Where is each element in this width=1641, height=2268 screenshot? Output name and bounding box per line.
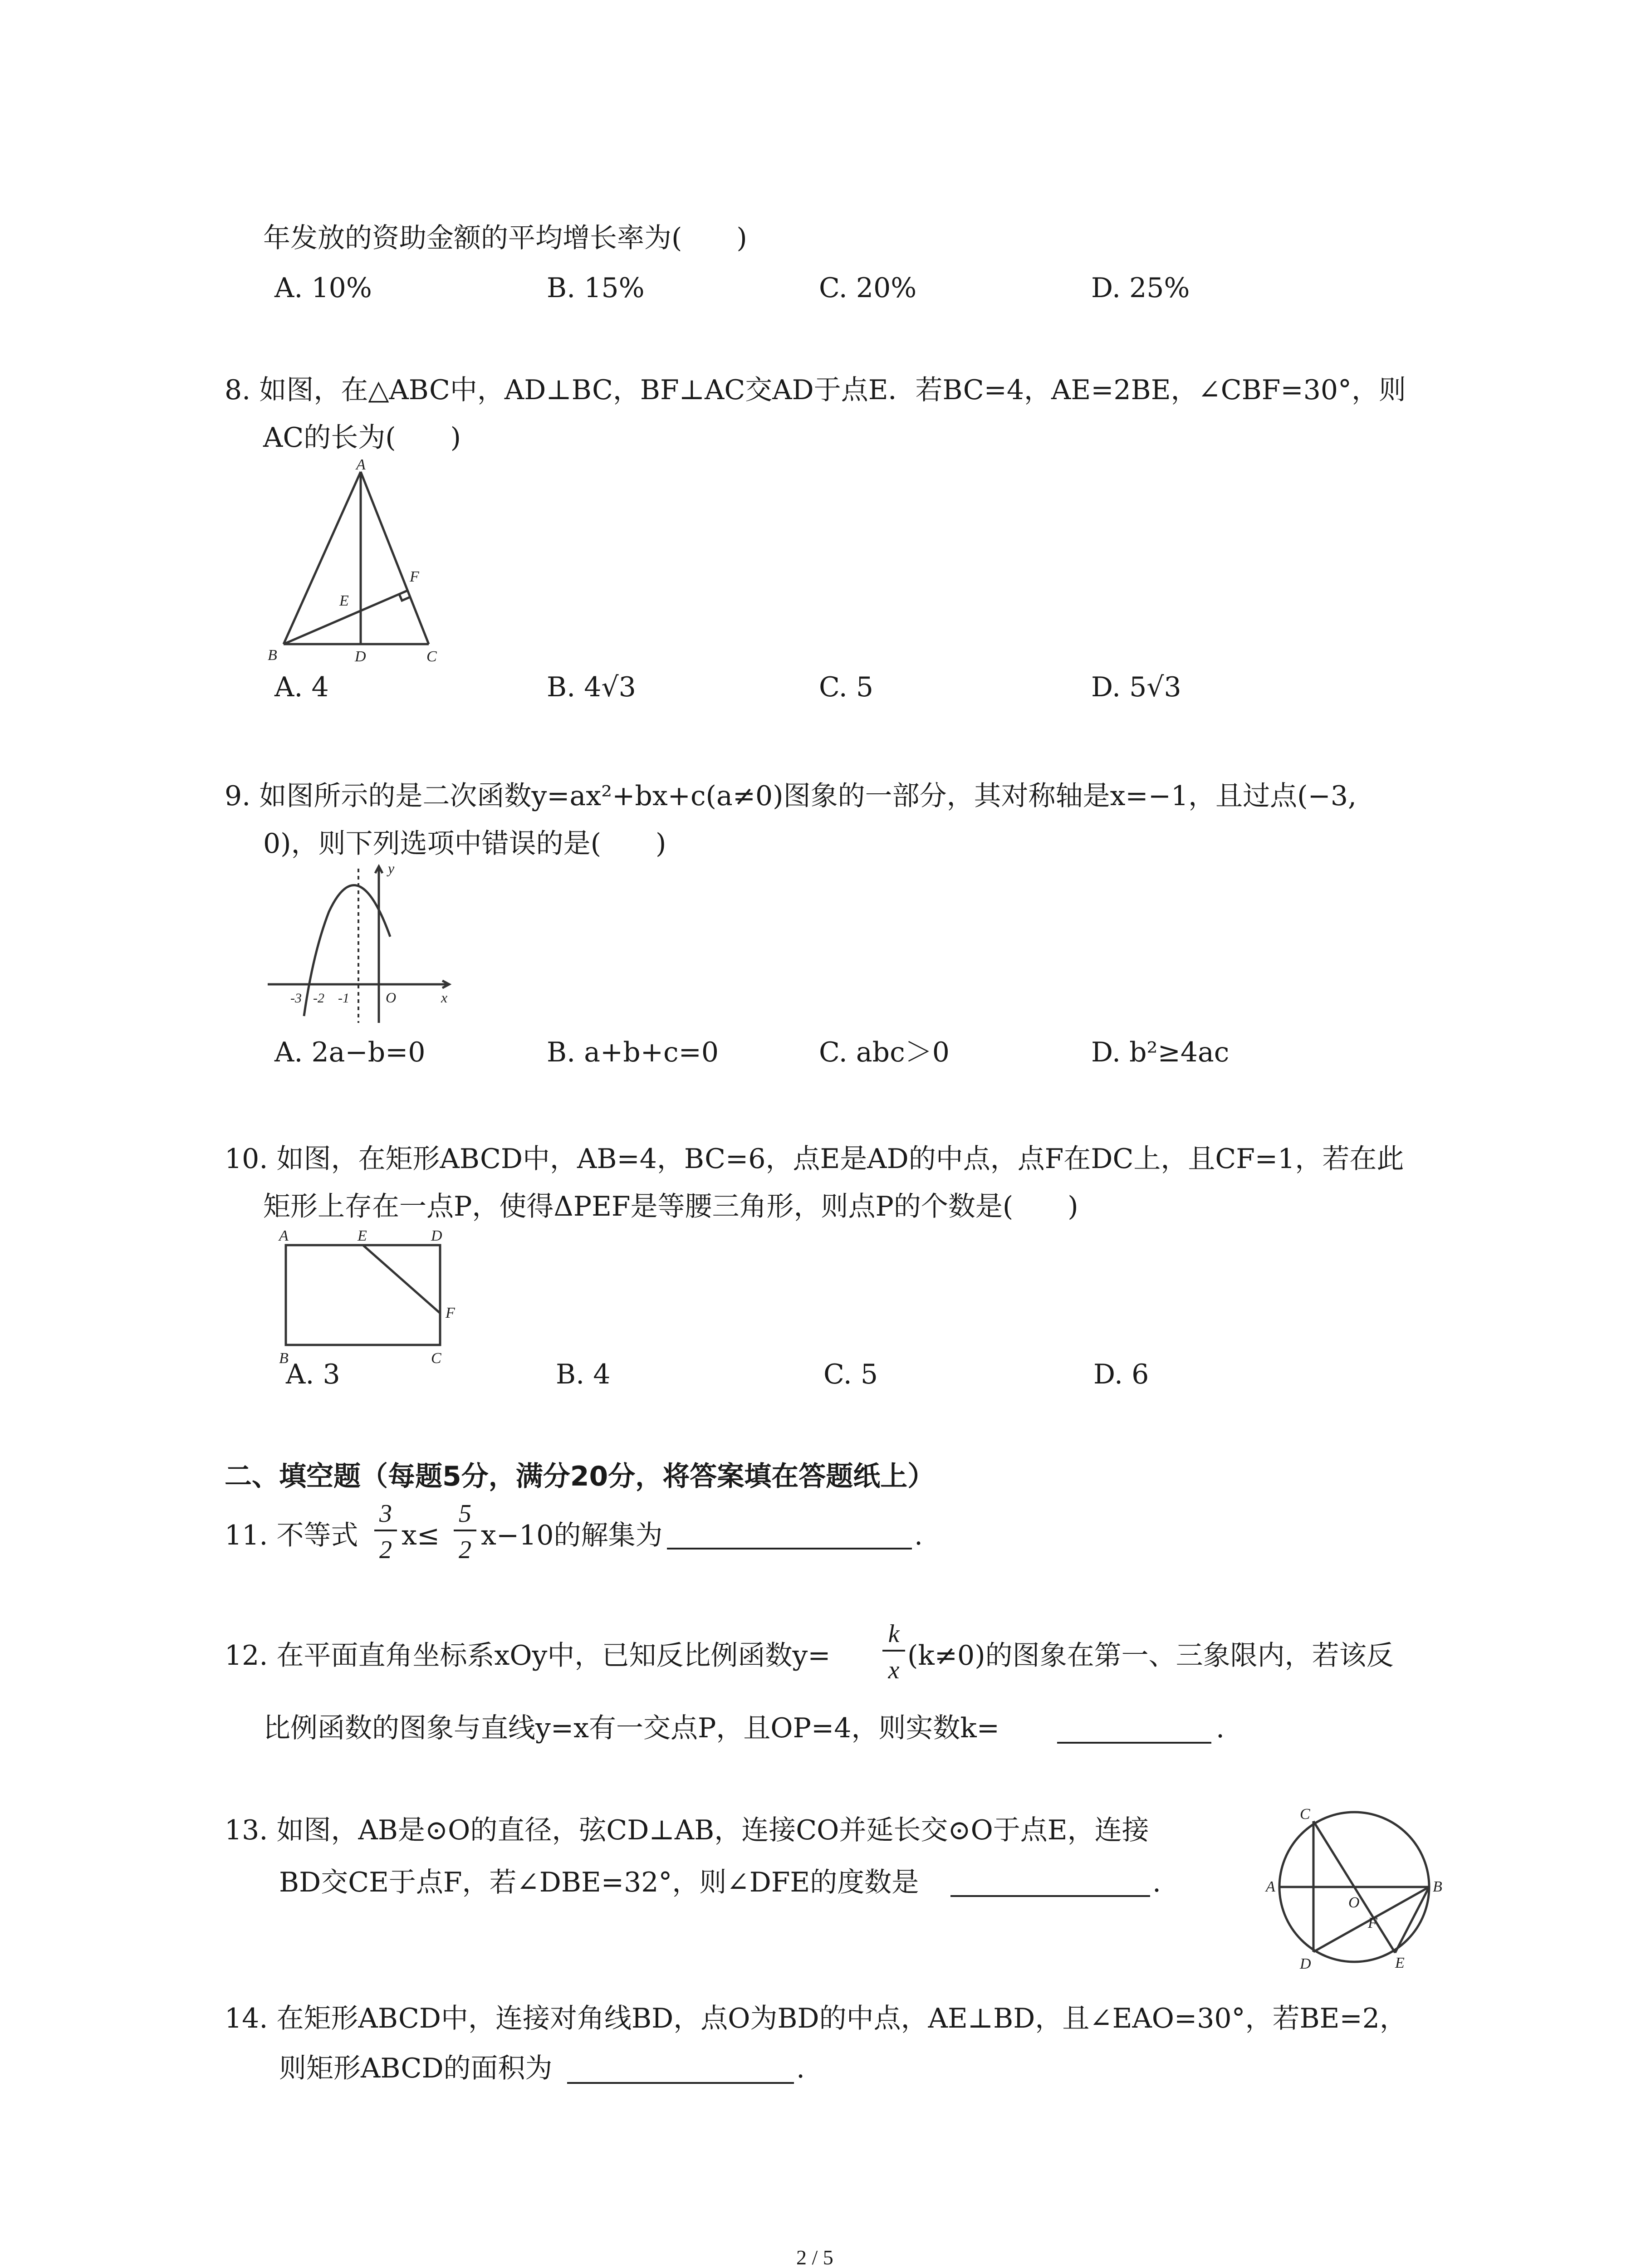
q12-suffix: (k≠0)的图象在第一、三象限内，若该反 bbox=[907, 1640, 1394, 1672]
q11-frac2-num: 5 bbox=[459, 1500, 471, 1528]
q10-option-c: C. 5 bbox=[823, 1359, 878, 1390]
q9-line1: 9. 如图所示的是二次函数y=ax²+bx+c(a≠0)图象的一部分，其对称轴是x=−1，且过点(−3, bbox=[225, 780, 1357, 812]
right-angle-mark bbox=[399, 594, 409, 601]
q12-frac-bar bbox=[882, 1650, 905, 1652]
label-d: D bbox=[1300, 1955, 1311, 1972]
q11-prefix: 11. 不等式 bbox=[225, 1520, 358, 1551]
label-f: F bbox=[446, 1305, 455, 1321]
q11-end: . bbox=[914, 1520, 923, 1551]
q11-answer-blank[interactable] bbox=[667, 1548, 912, 1549]
label-y: y bbox=[388, 860, 395, 876]
label-a: A bbox=[279, 1227, 289, 1244]
q13-line1: 13. 如图，AB是⊙O的直径，弦CD⊥AB，连接CO并延长交⊙O于点E，连接 bbox=[225, 1814, 1149, 1846]
q14-end: . bbox=[796, 2053, 805, 2084]
q11-frac2-bar bbox=[454, 1530, 476, 1531]
q12-line2: 比例函数的图象与直线y=x有一交点P，且OP=4，则实数k= bbox=[263, 1712, 1000, 1744]
q12-end: . bbox=[1216, 1712, 1225, 1744]
label-b: B bbox=[1433, 1878, 1442, 1895]
q13-circle-figure bbox=[1266, 1801, 1456, 1972]
label-x: x bbox=[441, 989, 448, 1006]
rectangle-abcd bbox=[286, 1245, 440, 1345]
label-b: B bbox=[279, 1350, 289, 1367]
label-e: E bbox=[339, 592, 349, 609]
q10-option-a: A. 3 bbox=[286, 1359, 340, 1390]
q11-frac1-bar bbox=[374, 1530, 397, 1531]
q11-frac1-den: 2 bbox=[379, 1536, 392, 1564]
q11-frac2-den: 2 bbox=[459, 1536, 471, 1564]
q8-option-b: B. 4√3 bbox=[547, 671, 636, 703]
q9-line2: 0)，则下列选项中错误的是( ) bbox=[263, 828, 666, 860]
label-o: O bbox=[1348, 1894, 1360, 1911]
label-minus1: -1 bbox=[338, 991, 349, 1006]
side-ab bbox=[284, 472, 361, 644]
q7-option-c: C. 20% bbox=[819, 272, 917, 304]
label-a: A bbox=[1266, 1878, 1275, 1895]
q7-text: 年发放的资助金额的平均增长率为( ) bbox=[263, 222, 747, 254]
q8-line1: 8. 如图，在△ABC中，AD⊥BC，BF⊥AC交AD于点E．若BC=4，AE=2BE，∠CBF=30°，则 bbox=[225, 374, 1406, 406]
label-c: C bbox=[426, 648, 437, 665]
segment-ef bbox=[363, 1245, 440, 1313]
q7-option-a: A. 10% bbox=[274, 272, 372, 304]
q10-option-d: D. 6 bbox=[1093, 1359, 1149, 1390]
q12-frac-den: x bbox=[888, 1656, 900, 1684]
q9-option-a: A. 2a−b=0 bbox=[274, 1036, 426, 1068]
q9-option-b: B. a+b+c=0 bbox=[547, 1036, 719, 1068]
label-d: D bbox=[431, 1227, 442, 1244]
page-number: 2 / 5 bbox=[796, 2246, 833, 2268]
q13-end: . bbox=[1152, 1867, 1161, 1898]
q12-prefix: 12. 在平面直角坐标系xOy中，已知反比例函数y= bbox=[225, 1640, 831, 1672]
q13-answer-blank[interactable] bbox=[950, 1895, 1150, 1897]
q9-option-d: D. b²≥4ac bbox=[1091, 1036, 1230, 1068]
q14-answer-blank[interactable] bbox=[567, 2082, 794, 2084]
q10-rectangle-figure bbox=[268, 1225, 467, 1365]
q10-line1: 10. 如图，在矩形ABCD中，AB=4，BC=6，点E是AD的中点，点F在DC上，且CF=1，若在此 bbox=[225, 1143, 1404, 1175]
q8-option-d: D. 5√3 bbox=[1091, 671, 1181, 703]
q11-frac1-num: 3 bbox=[379, 1500, 392, 1528]
q7-option-b: B. 15% bbox=[547, 272, 645, 304]
label-o: O bbox=[386, 989, 397, 1006]
q12-answer-blank[interactable] bbox=[1057, 1742, 1211, 1744]
q8-triangle-figure bbox=[263, 456, 463, 665]
label-e: E bbox=[1395, 1955, 1405, 1971]
q13-line2: BD交CE于点F，若∠DBE=32°，则∠DFE的度数是 bbox=[279, 1867, 919, 1898]
q8-option-a: A. 4 bbox=[274, 671, 329, 703]
q8-line2: AC的长为( ) bbox=[263, 422, 461, 454]
label-e: E bbox=[358, 1227, 367, 1244]
label-f: F bbox=[1368, 1915, 1377, 1931]
label-b: B bbox=[268, 647, 277, 664]
label-f: F bbox=[410, 568, 419, 585]
q7-option-d: D. 25% bbox=[1091, 272, 1190, 304]
q10-option-b: B. 4 bbox=[556, 1359, 611, 1390]
q9-parabola-figure bbox=[263, 862, 463, 1030]
q11-mid: x≤ bbox=[402, 1520, 440, 1551]
q9-option-c: C. abc＞0 bbox=[819, 1036, 950, 1068]
q12-frac-num: k bbox=[888, 1620, 900, 1648]
label-d: D bbox=[355, 648, 366, 665]
q8-option-c: C. 5 bbox=[819, 671, 874, 703]
q10-line2: 矩形上存在一点P，使得ΔPEF是等腰三角形，则点P的个数是( ) bbox=[263, 1191, 1078, 1222]
label-c: C bbox=[431, 1350, 441, 1367]
label-c: C bbox=[1300, 1806, 1310, 1823]
label-minus2: -2 bbox=[313, 991, 324, 1006]
q11-suffix: x−10的解集为 bbox=[481, 1520, 663, 1551]
label-a: A bbox=[356, 456, 366, 473]
q14-line1: 14. 在矩形ABCD中，连接对角线BD，点O为BD的中点，AE⊥BD，且∠EAO=30°，若BE=2， bbox=[225, 2003, 1407, 2034]
side-ac bbox=[361, 472, 429, 644]
q14-line2: 则矩形ABCD的面积为 bbox=[279, 2053, 553, 2084]
section-heading: 二、填空题（每题5分，满分20分，将答案填在答题纸上） bbox=[225, 1461, 935, 1492]
label-minus3: -3 bbox=[290, 991, 302, 1006]
